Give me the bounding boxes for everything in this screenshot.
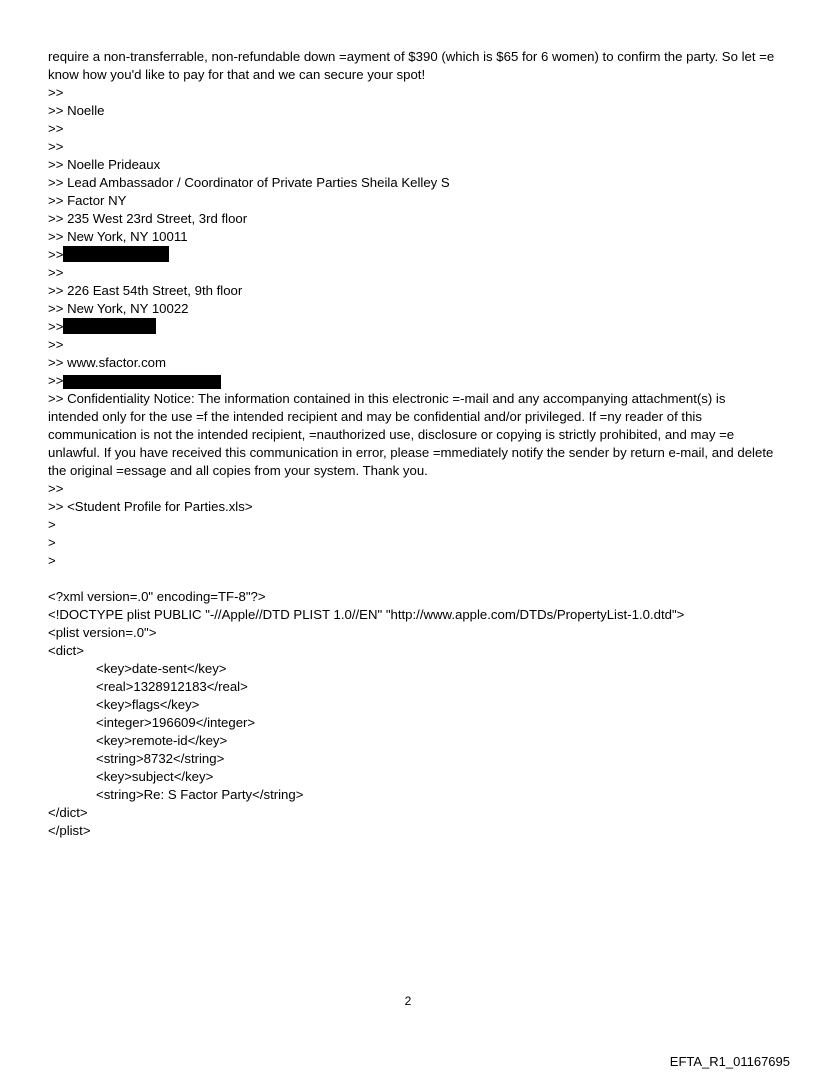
redacted-line — [48, 372, 778, 390]
address-2-city: >> New York, NY 10022 — [48, 301, 189, 316]
address-1-street: >> 235 West 23rd Street, 3rd floor — [48, 211, 248, 226]
quote-line: > — [48, 535, 56, 550]
redacted-line — [48, 246, 778, 264]
plist-key: <key>date-sent</key> — [96, 661, 227, 676]
plist-value: <string>8732</string> — [96, 751, 225, 766]
dict-open: <dict> — [48, 643, 84, 658]
quote-line: >> — [48, 265, 64, 280]
quote-line: > — [48, 517, 56, 532]
document-id: EFTA_R1_01167695 — [669, 1054, 790, 1069]
quote-marker: >> — [48, 247, 64, 262]
redaction-box — [63, 246, 169, 262]
website-line: >> www.sfactor.com — [48, 355, 166, 370]
signature-full-name: >> Noelle Prideaux — [48, 157, 161, 172]
plist-value: <string>Re: S Factor Party</string> — [96, 787, 304, 802]
page-number: 2 — [404, 994, 412, 1008]
address-2-street: >> 226 East 54th Street, 9th floor — [48, 283, 243, 298]
quote-line: > — [48, 553, 56, 568]
redaction-box — [63, 375, 221, 389]
plist-value: <real>1328912183</real> — [96, 679, 248, 694]
plist-key: <key>flags</key> — [96, 697, 200, 712]
address-1-city: >> New York, NY 10011 — [48, 229, 188, 244]
quote-line: >> — [48, 337, 64, 352]
plist-value: <integer>196609</integer> — [96, 715, 256, 730]
plist-close: </plist> — [48, 823, 91, 838]
xml-doctype: <!DOCTYPE plist PUBLIC "-//Apple//DTD PLIST 1.0//EN" "http://www.apple.com/DTDs/PropertyList-1.0.dtd"> — [48, 607, 685, 622]
quote-line: >> — [48, 139, 64, 154]
redacted-line — [48, 318, 778, 336]
plist-key: <key>remote-id</key> — [96, 733, 228, 748]
signature-title: >> Lead Ambassador / Coordinator of Private Parties Sheila Kelley S — [48, 175, 450, 190]
intro-paragraph: require a non-transferrable, non-refundable down =ayment of $390 (which is $65 for 6 women) to confirm the party. So let =e know how you'd like to pay for that and we can secure your spot! — [48, 49, 778, 82]
plist-key: <key>subject</key> — [96, 769, 214, 784]
xml-declaration: <?xml version=.0" encoding=TF-8"?> — [48, 589, 266, 604]
signature-company: >> Factor NY — [48, 193, 127, 208]
plist-open: <plist version=.0"> — [48, 625, 157, 640]
redaction-box — [63, 318, 156, 334]
quote-line: >> — [48, 121, 64, 136]
signature-name-short: >> Noelle — [48, 103, 105, 118]
document-body — [48, 48, 778, 840]
quote-line: >> — [48, 85, 64, 100]
attachment-line: >> <Student Profile for Parties.xls> — [48, 499, 253, 514]
spacer — [48, 570, 778, 588]
quote-line: >> — [48, 481, 64, 496]
dict-close: </dict> — [48, 805, 88, 820]
quote-marker: >> — [48, 319, 64, 334]
quote-marker: >> — [48, 373, 64, 388]
confidentiality-notice: >> Confidentiality Notice: The information contained in this electronic =-mail and any accompanying attachment(s) is intended only for the use =f the intended recipient and may be confidential and/or privileged. If =ny reader of this communication is not the intended recipient, =nauthorized use, disclosure or copying is strictly prohibited, and may =e unlawful. If you have received this communication in error, please =mmediately notify the sender by return e-mail, and delete the original =essage and all copies from your system. Thank you. — [48, 391, 777, 478]
